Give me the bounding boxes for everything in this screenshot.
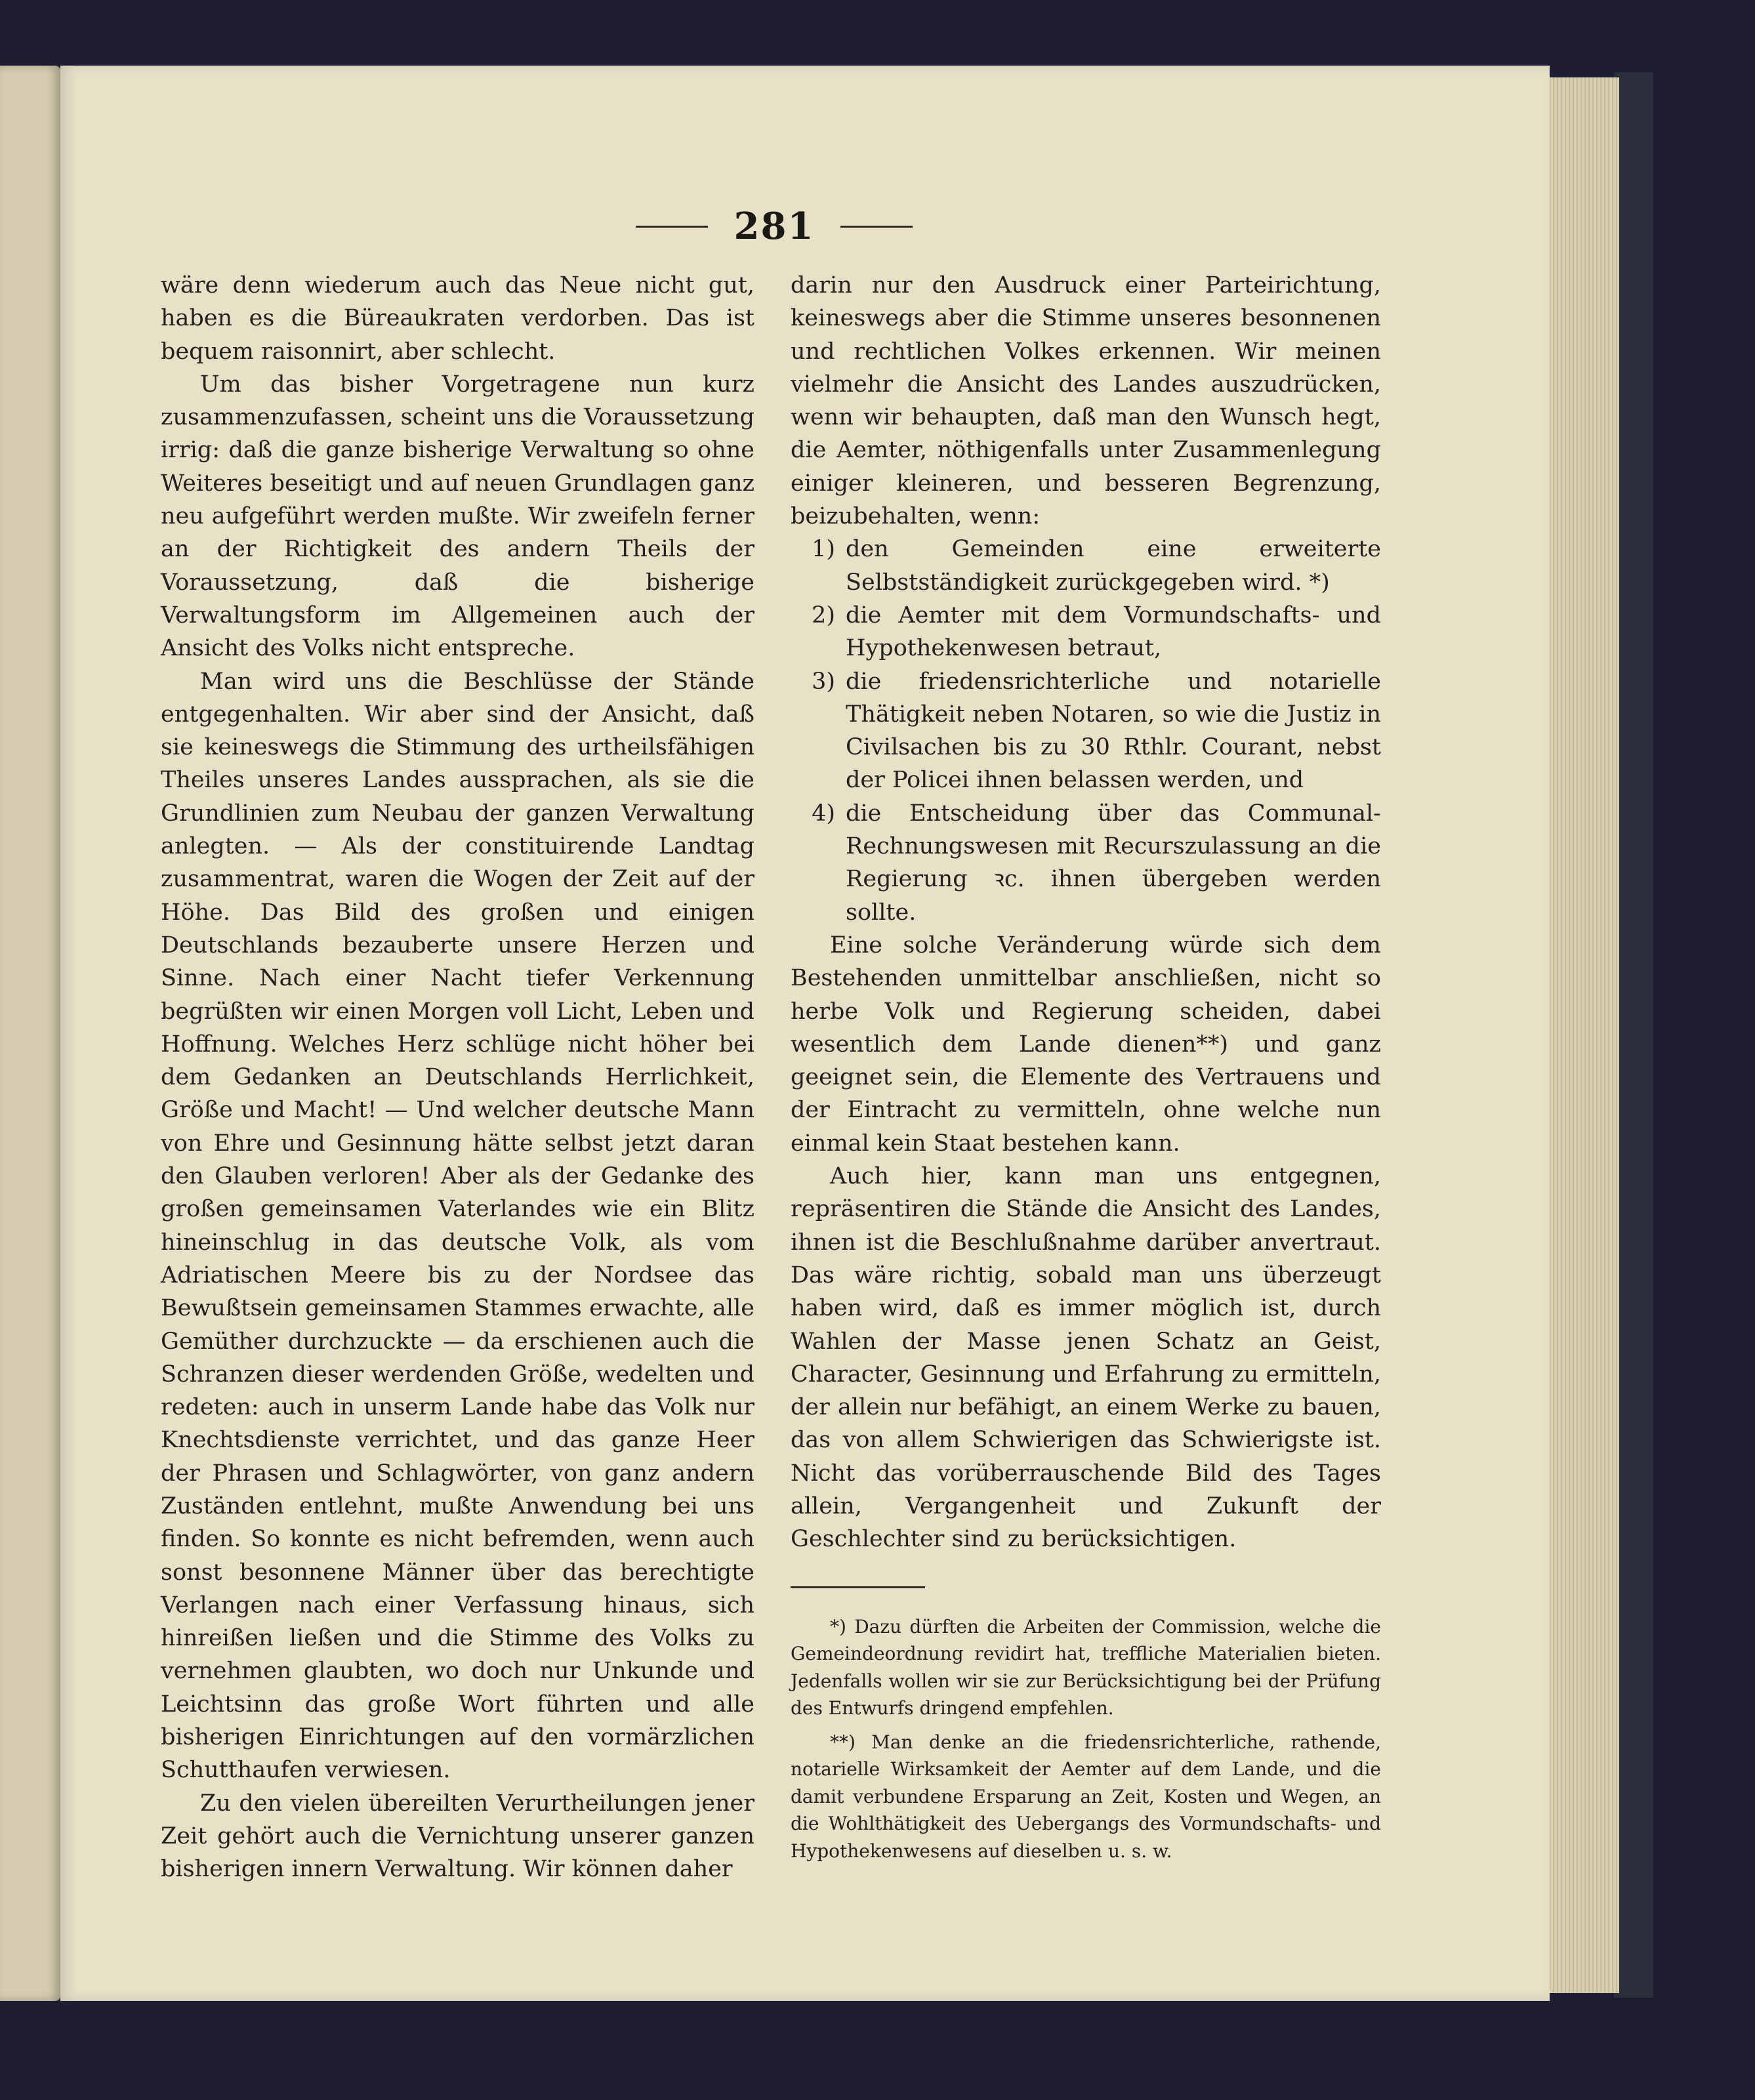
list-item	[791, 665, 1381, 797]
list-text: die Entscheidung über das Communal-Rechnungswesen mit Recurszulassung an die Regierung ꝛc. ihnen übergeben werden sollte.	[846, 800, 1381, 926]
paragraph: Auch hier, kann man uns entgegnen, repräsentiren die Stände die Ansicht des Landes, ihnen ist die Beschlußnahme darüber anvertraut. Das wäre richtig, sobald man uns überzeugt haben wird, daß es immer möglich ist, durch Wahlen der Masse jenen Schatz an Geist, Character, Gesinnung und Erfahrung zu ermitteln, der allein nur befähigt, an einem Werke zu bauen, das von allem Schwierigen das Schwierigste ist. Nicht das vorüberrauschende Bild des Tages allein, Vergangenheit und Zukunft der Geschlechter sind zu berücksichtigen.	[791, 1163, 1381, 1553]
list-text: den Gemeinden eine erweiterte Selbstständigkeit zurückgegeben wird. *)	[846, 536, 1381, 596]
list-number: 3)	[812, 668, 835, 695]
left-column	[161, 269, 754, 1886]
list-item	[791, 533, 1381, 599]
list-number: 4)	[812, 800, 835, 827]
facing-page-edge	[0, 66, 60, 2001]
header-rule-right	[840, 226, 913, 228]
footnote-rule	[791, 1586, 925, 1588]
list-text: die friedensrichterliche und notarielle Thätigkeit neben Notaren, so wie die Justiz in Civilsachen bis zu 30 Rthlr. Courant, nebst der Policei ihnen belassen werden, und	[846, 668, 1381, 794]
list-item	[791, 797, 1381, 929]
book-cover-edge	[1614, 72, 1653, 1998]
right-column	[791, 269, 1381, 1871]
header-rule-left	[636, 226, 708, 228]
list-number: 1)	[812, 536, 835, 563]
page-edges	[1547, 77, 1619, 1993]
page-number: 281	[733, 205, 815, 248]
paragraph: Man wird uns die Beschlüsse der Stände entgegenhalten. Wir aber sind der Ansicht, daß sie keineswegs die Stimmung des urtheilsfähigen Theiles unseres Landes aussprachen, als sie die Grundlinien zum Neubau der ganzen Verwaltung anlegten. — Als der constituirende Landtag zusammentrat, waren die Wogen der Zeit auf der Höhe. Das Bild des großen und einigen Deutschlands bezauberte unsere Herzen und Sinne. Nach einer Nacht tiefer Verkennung begrüßten wir einen Morgen voll Licht, Leben und Hoffnung. Welches Herz schlüge nicht höher bei dem Gedanken an Deutschlands Herrlichkeit, Größe und Macht! — Und welcher deutsche Mann von Ehre und Gesinnung hätte selbst jetzt daran den Glauben verloren! Aber als der Gedanke des großen gemeinsamen Vaterlandes wie ein Blitz hineinschlug in das deutsche Volk, als vom Adriatischen Meere bis zu der Nordsee das Bewußtsein gemeinsamen Stammes erwachte, alle Gemüther durchzuckte — da erschienen auch die Schranzen dieser werdenden Größe, wedelten und redeten: auch in unserm Lande habe das Volk nur Knechtsdienste verrichtet, und das ganze Heer der Phrasen und Schlagwörter, von ganz andern Zuständen entlehnt, mußte Anwendung bei uns finden. So konnte es nicht befremden, wenn auch sonst besonnene Männer über das berechtigte Verlangen nach einer Verfassung hinaus, sich hinreißen ließen und die Stimme des Volks zu vernehmen glaubten, wo doch nur Unkunde und Leichtsinn das große Wort führten und alle bisherigen Einrichtungen auf den vormärzlichen Schutthaufen verwiesen.	[161, 668, 754, 1784]
list-number: 2)	[812, 602, 835, 628]
paragraph: Um das bisher Vorgetragene nun kurz zusammenzufassen, scheint uns die Voraussetzung irrig: daß die ganze bisherige Verwaltung so ohne Weiteres beseitigt und auf neuen Grundlagen ganz neu aufgeführt werden mußte. Wir zweifeln ferner an der Richtigkeit des andern Theils der Voraussetzung, daß die bisherige Verwaltungsform im Allgemeinen auch der Ansicht des Volks nicht entspreche.	[161, 371, 754, 662]
paragraph: wäre denn wiederum auch das Neue nicht gut, haben es die Büreaukraten verdorben. Das ist bequem raisonnirt, aber schlecht.	[161, 272, 754, 365]
paragraph: Zu den vielen übereilten Verurtheilungen jener Zeit gehört auch die Vernichtung unserer ganzen bisherigen innern Verwaltung. Wir können daher	[161, 1790, 754, 1883]
footnote: *) Dazu dürften die Arbeiten der Commission, welche die Gemeindeordnung revidirt hat, treffliche Materialien bieten. Jedenfalls wollen wir sie zur Berücksichtigung bei der Prüfung des Entwurfs dringend empfehlen.	[791, 1615, 1381, 1719]
paragraph: Eine solche Veränderung würde sich dem Bestehenden unmittelbar anschließen, nicht so herbe Volk und Regierung scheiden, dabei wesentlich dem Lande dienen**) und ganz geeignet sein, die Elemente des Vertrauens und der Eintracht zu vermitteln, ohne welche nun einmal kein Staat bestehen kann.	[791, 932, 1381, 1157]
list-item	[791, 599, 1381, 665]
footnote: **) Man denke an die friedensrichterliche, rathende, notarielle Wirksamkeit der Aemter auf dem Lande, und die damit verbundene Ersparung an Zeit, Kosten und Wegen, an die Wohlthätigkeit des Uebergangs des Vormundschafts- und Hypothekenwesens auf dieselben u. s. w.	[791, 1731, 1381, 1862]
paragraph: darin nur den Ausdruck einer Parteirichtung, keineswegs aber die Stimme unseres besonnenen und rechtlichen Volkes erkennen. Wir meinen vielmehr die Ansicht des Landes auszudrücken, wenn wir behaupten, daß man den Wunsch hegt, die Aemter, nöthigenfalls unter Zusammenlegung einiger kleineren, und besseren Begrenzung, beizubehalten, wenn:	[791, 272, 1381, 530]
list-text: die Aemter mit dem Vormundschafts- und Hypothekenwesen betraut,	[846, 602, 1381, 662]
footnotes	[791, 1613, 1381, 1865]
page-header	[604, 197, 945, 256]
